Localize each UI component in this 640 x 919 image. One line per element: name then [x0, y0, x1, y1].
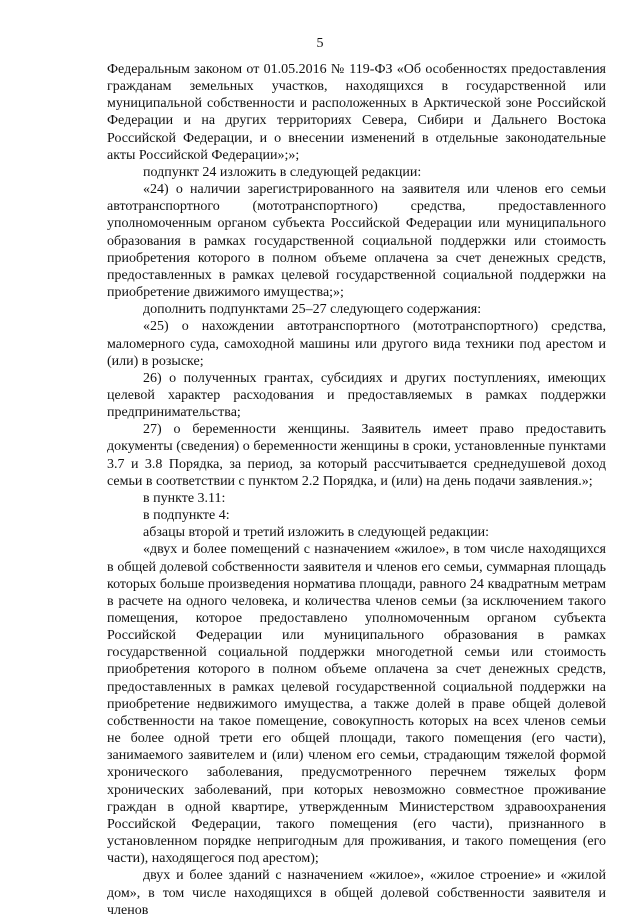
paragraph: дополнить подпунктами 25–27 следующего содержания: [143, 302, 482, 318]
paragraph: подпункт 24 изложить в следующей редакции: [143, 164, 422, 180]
paragraph: Федеральным законом от 01.05.2016 № 119-ФЗ «Об особенностях предоставления гражданам земельных участков, находящихся в государственной или муниципальной собственности и расположенных в Арктической зоне Российской Федерации и на других территориях Севера, Сибири и Дальнего Востока Российской Федерации, и о внесении изменений в отдельные законодательные акты Российской Федерации»;»; [107, 62, 606, 163]
paragraph: в пункте 3.11: [143, 490, 226, 506]
paragraph: «25) о нахождении автотранспортного (мототранспортного) средства, маломерного суда, самоходной машины или другого вида техники под арестом и (или) в розыске; [107, 319, 606, 369]
paragraph: 26) о полученных грантах, субсидиях и других поступлениях, имеющих целевой характер расходования и предоставляемых в рамках поддержки предпринимательства; [107, 370, 606, 421]
page-number: 5 [316, 36, 324, 51]
paragraph: 27) о беременности женщины. Заявитель имеет право предоставить документы (сведения) о беременности женщины в сроки, установленные пунктами 3.7 и 3.8 Порядка, за период, за который рассчитывается среднедушевой доход семьи в соответствии с пунктом 2.2 Порядка, и (или) на день подачи заявления.»; [107, 422, 606, 489]
document-body [107, 61, 606, 919]
paragraph: «24) о наличии зарегистрированного на заявителя или членов его семьи автотранспортного (мототранспортного) средства, предоставленного уполномоченным органом субъекта Российской Федерации или муниципального образования в рамках государственной социальной поддержки или стоимость приобретения которого в полном объеме оплачена за счет денежных средств, предоставленных в рамках целевой государственной социальной поддержки на приобретение движимого имущества;»; [107, 182, 606, 301]
paragraph: двух и более зданий с назначением «жилое», «жилое строение» и «жилой дом», в том числе находящихся в общей долевой собственности заявителя и членов [107, 868, 606, 918]
paragraph: в подпункте 4: [143, 508, 230, 524]
paragraph: «двух и более помещений с назначением «жилое», в том числе находящихся в общей долевой собственности заявителя и членов его семьи, суммарная площадь которых больше произведения норматива площади, равного 24 квадратным метрам в расчете на одного человека, и количества членов семьи (за исключением такого помещения, которое предоставлено уполномоченным органом субъекта Российской Федерации или муниципального образования в рамках государственной социальной поддержки многодетной семьи или стоимость приобретения которого в полном объеме оплачена за счет денежных средств, предоставленных в рамках целевой государственной социальной поддержки на приобретение недвижимого имущества, а также долей в праве общей долевой собственности на такое помещение, совокупность которых на всех членов семьи не более одной трети его общей площади, такого помещения (его части), занимаемого заявителем и (или) членом его семьи, страдающим тяжелой формой хронического заболевания, предусмотренного перечнем тяжелых форм хронических заболеваний, при которых невозможно совместное проживание граждан в одной квартире, утвержденным Министерством здравоохранения Российской Федерации, такого помещения (его части), признанного в установленном порядке непригодным для проживания, и такого помещения (его части), находящегося под арестом); [107, 542, 606, 867]
paragraph: абзацы второй и третий изложить в следующей редакции: [143, 525, 490, 541]
